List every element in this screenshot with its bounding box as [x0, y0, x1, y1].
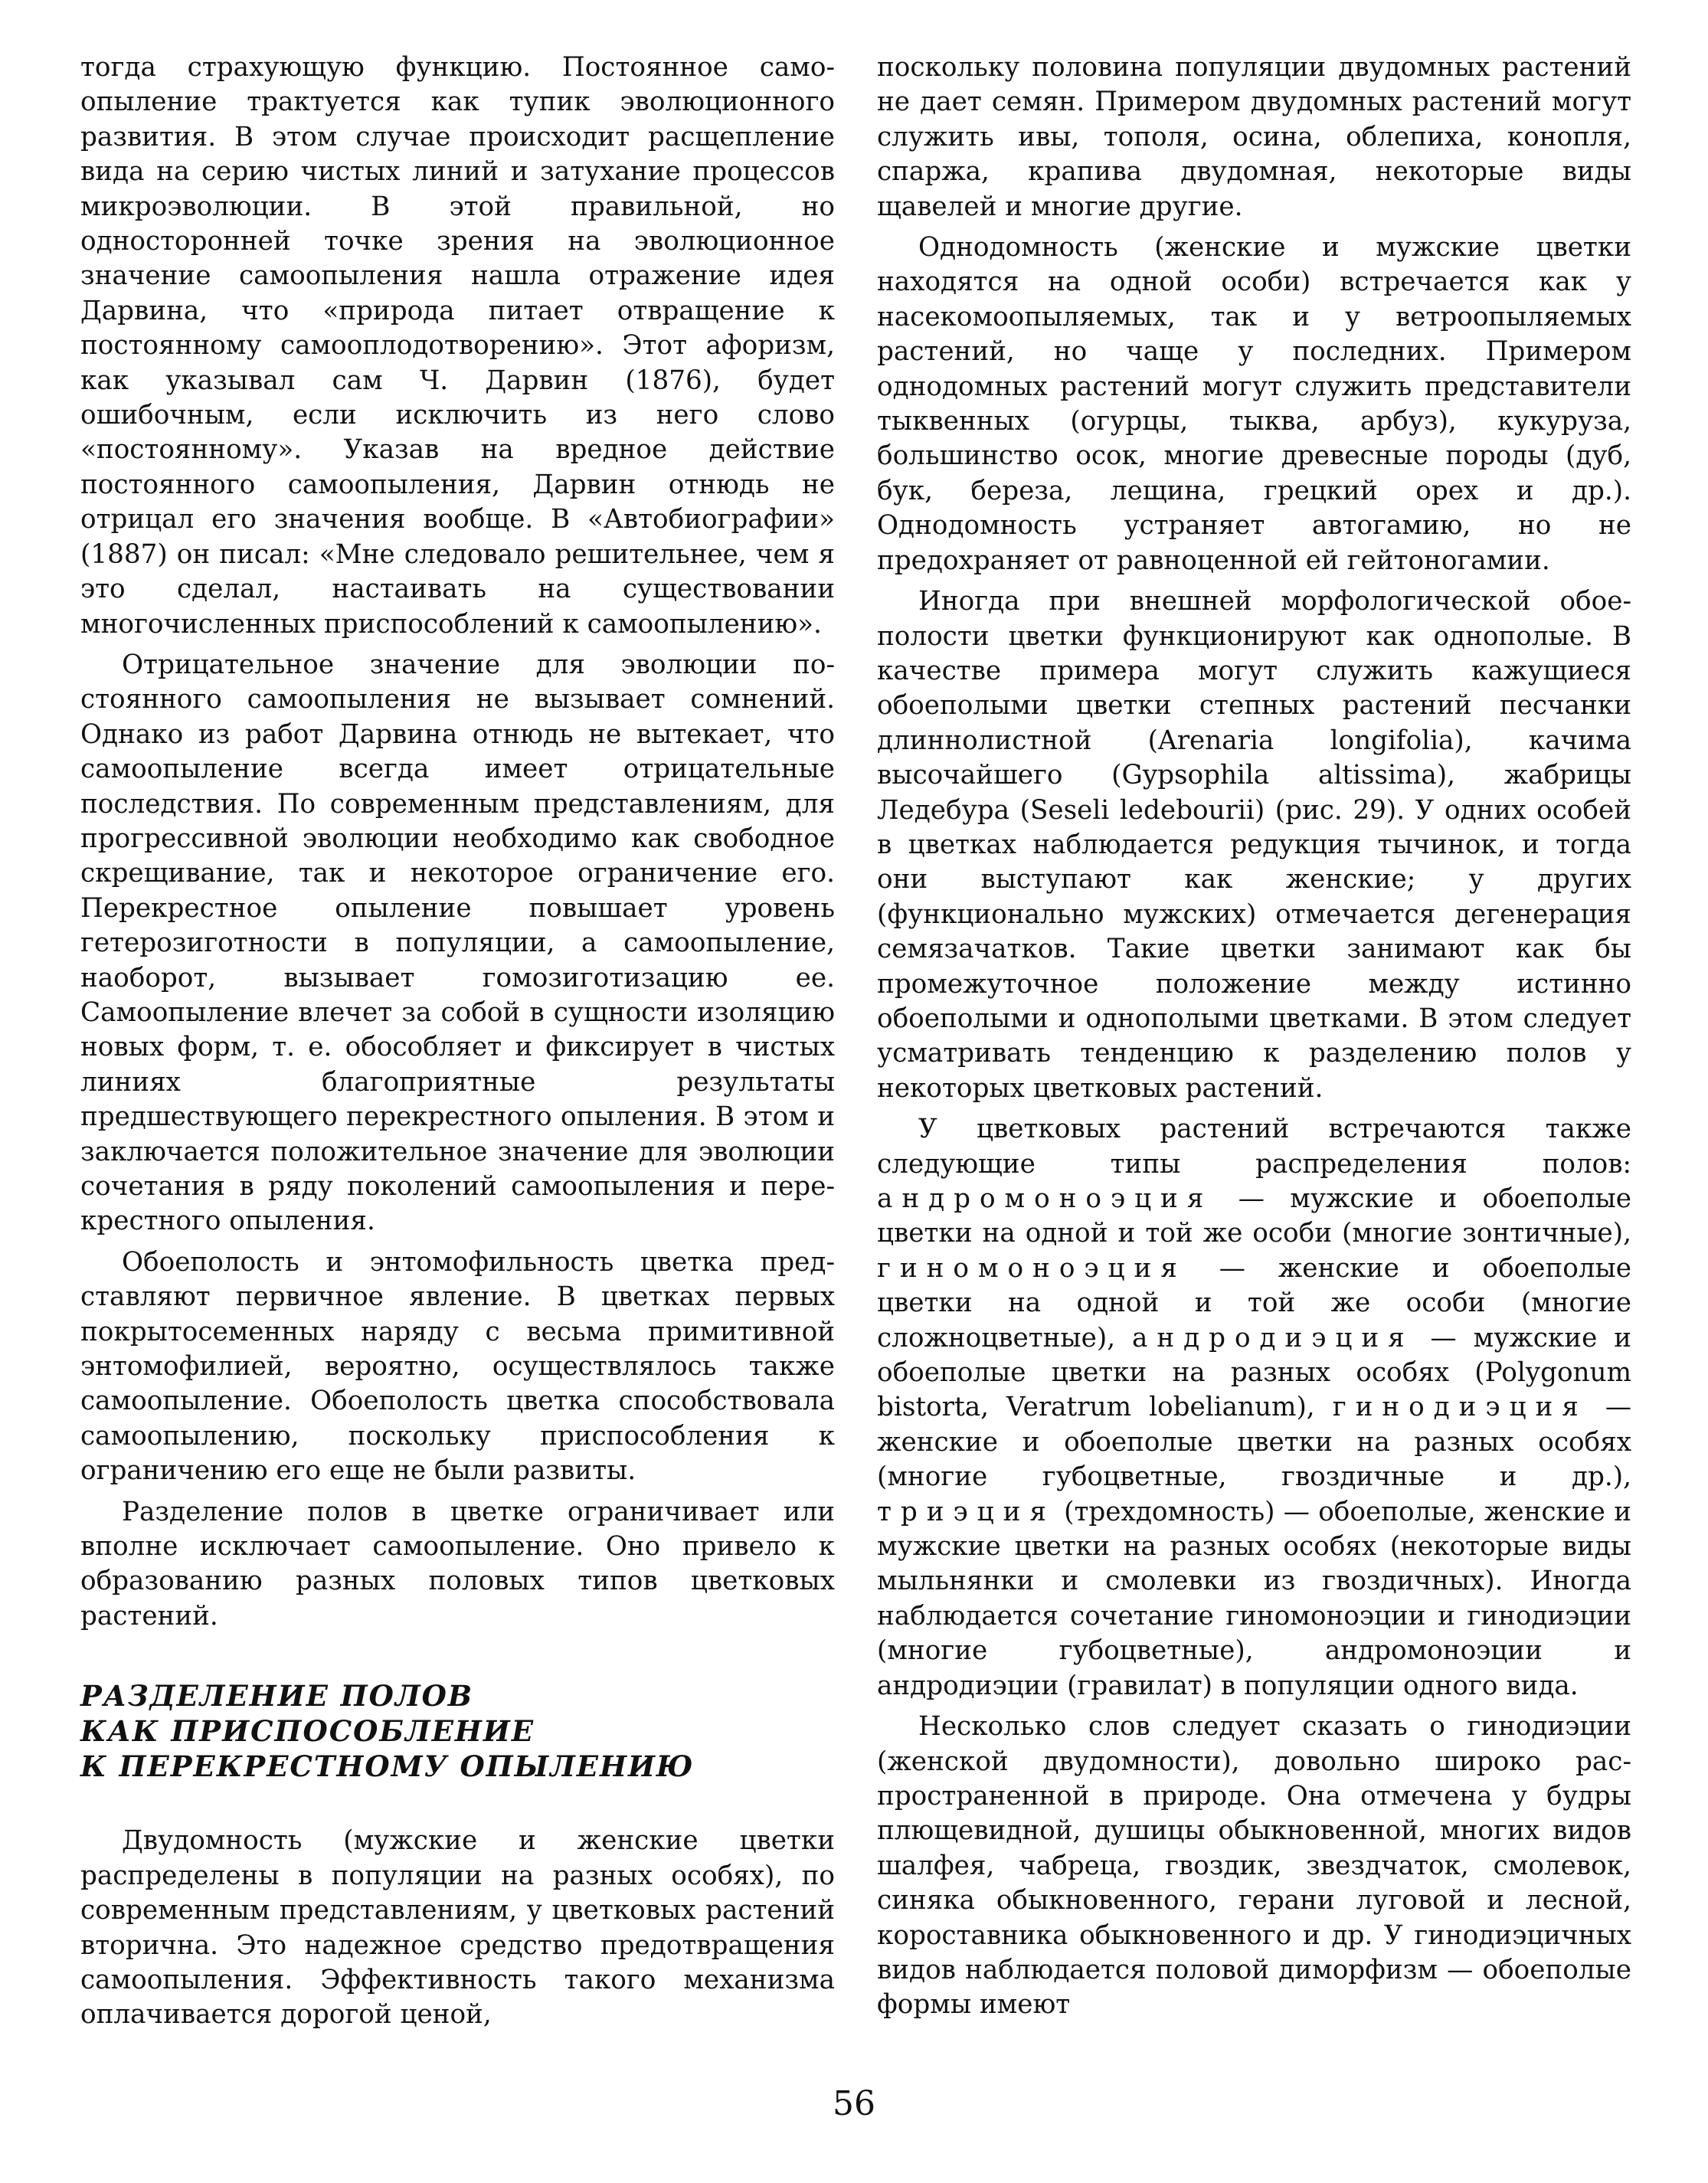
term-andromonoecy: андромоноэция [877, 1183, 1213, 1214]
paragraph-sex-types [877, 1112, 1631, 1704]
paragraph: Двудомность (мужские и женские цветки распределены в популяции на разных особях), по современным представлениям, у цветковых растений вторична. Это надежное средство предотвращения самоопыления. Эффективность такого механизма оплачивается дорогой ценой, [80, 1825, 835, 2031]
paragraph: поскольку половина популяции двудомных растений не дает семян. Примером двудомных растений могут служить ивы, тополя, осина, облепиха, конопля, спаржа, крапива двудомная, некоторые виды щавелей и многие другие. [877, 52, 1631, 222]
text-run: — мужские и обоеполые цветки на одной и той же особи (многие зонтичные), [877, 1183, 1631, 1249]
term-androdioecy: андродиэция [1131, 1322, 1414, 1353]
text-run: — женские и обоеполые цветки на одной и той же особи (многие сложноцветные), [877, 1252, 1631, 1353]
paragraph: Иногда при внешней морфологической обоеполости цветки функционируют как однополые. В качестве примера могут служить кажущиеся обоеполыми цветки степных растений песчанки длиннолистной (Arenaria longifolia), качима высочайшего (Gypsophila altissima), жабрицы Ледебура (Seseli ledebourii) (рис. 29). У одних особей в цветках наблюдается редукция тычинок, и тогда они выступают как женские; у других (функционально мужских) отмечается дегенерация семязачатков. Такие цветки занимают как бы промежуточное положение между истинно обоеполыми и однополыми цветками. В этом следует усматривать тенденцию к разделению полов у некоторых цветковых растений. [877, 586, 1631, 1104]
paragraph: Разделение полов в цветке ограничивает или вполне исключает самоопыление. Оно привело к образованию разных половых типов цветковых растений. [80, 1496, 835, 1632]
section-heading-line: К ПЕРЕКРЕСТНОМУ ОПЫЛЕНИЮ [80, 1749, 695, 1784]
page-number: 56 [833, 2084, 875, 2123]
section-heading-line: РАЗДЕЛЕНИЕ ПОЛОВ [80, 1679, 474, 1713]
term-gynomonoecy: гиномоноэция [877, 1252, 1186, 1284]
text-run: (трехдомность) — обоеполые, женские и мужские цветки на разных особях (некоторые виды мыльнянки и смолевки из гвоздичных). Иногда наблюдается сочетание гиномоноэции и гинодиэции (многие губоцветные), андромоноэции и андродиэции (гравилат) в популяции одного вида. [877, 1496, 1631, 1701]
paragraph: Однодомность (женские и мужские цветки находятся на одной особи) встречается как у насекомоопыляемых, так и у ветроопыляемых растений, но чаще у последних. Примером однодомных растений могут служить представители тыквенных (огурцы, тыква, арбуз), кукуруза, большинство осок, многие древесные породы (дуб, бук, береза, лещина, грецкий орех и др.). Однодомность устраняет автогамию, но не предохраняет от равноценной ей гейтоногамии. [877, 232, 1631, 576]
text-run: У цветковых растений встречаются также следующие типы распределения полов: [877, 1114, 1631, 1180]
section-heading [80, 1678, 835, 1784]
section-heading-line: КАК ПРИСПОСОБЛЕНИЕ [80, 1714, 535, 1749]
paragraph: тогда страхующую функцию. Постоянное самоопыление трактуется как тупик эволюционного развития. В этом случае происходит расщепление вида на серию чистых линий и затухание процессов микроэволюции. В этой правильной, но односторонней точке зрения на эволюционное значение самоопыления нашла отражение идея Дарвина, что «природа питает отвращение к постоянному самооплодотворению». Этот афоризм, как указывал сам Ч. Дарвин (1876), будет ошибочным, если исключить из него слово «постоянному». Указав на вредное действие постоянного самоопыления, Дарвин отнюдь не отрицал его значения вообще. В «Автобиографии» (1887) он писал: «Мне следовало решительнее, чем я это сделал, настаивать на существовании многочисленных приспособлений к самоопылению». [80, 52, 835, 640]
term-gynodioecy: гинодиэция [1332, 1392, 1588, 1423]
right-column [877, 51, 1631, 2029]
term-trioecy: триэция [877, 1496, 1055, 1527]
text-run: — женские и обоеполые цветки на разных особях (многие губоцветные, гвоздичные и др.), [877, 1392, 1632, 1493]
paragraph: Обоеполость и энтомофильность цветка представляют первичное явление. В цветках первых покрытосеменных наряду с весьма примитивной энтомофилией, вероятно, осуществлялось также самоопыление. Обоеполость цветка способствовала самоопылению, поскольку приспособления к ограничению его еще не были развиты. [80, 1246, 835, 1487]
paragraph: Несколько слов следует сказать о гинодиэции (женской двудомности), довольно широко распространенной в природе. Она отмечена у будры плющевидной, душицы обыкновенной, многих видов шалфея, чабреца, гвоздик, звездчаток, смолевок, синяка обыкновенного, герани луговой и лесной, короставника обыкновенного и др. У гинодиэцичных видов наблюдается половой диморфизм — обоеполые формы имеют [877, 1711, 1631, 2021]
text-run: — мужские и обоеполые цветки на разных особях (Polygonum bistorta, Veratrum lobelianum), [877, 1322, 1631, 1423]
left-column [80, 51, 835, 2039]
paragraph: Отрицательное значение для эволюции постоянного самоопыления не вызывает сомнений. Однако из работ Дарвина отнюдь не вытекает, что самоопыление всегда имеет отрицательные последствия. По современным представлениям, для прогрессивной эволюции необходимо как свободное скрещивание, так и некоторое ограничение его. Перекрестное опыление повышает уровень гетерозиготности в популяции, а самоопыление, наоборот, вызывает гомозиготизацию ее. Самоопыление влечет за собой в сущности изоляцию новых форм, т. е. обособляет и фиксирует в чистых линиях благоприятные результаты предшествующего перекрестного опыления. В этом и заключается положительное значение для эволюции сочетания в ряду поколений самоопыления и перекрестного опыления. [80, 649, 835, 1237]
